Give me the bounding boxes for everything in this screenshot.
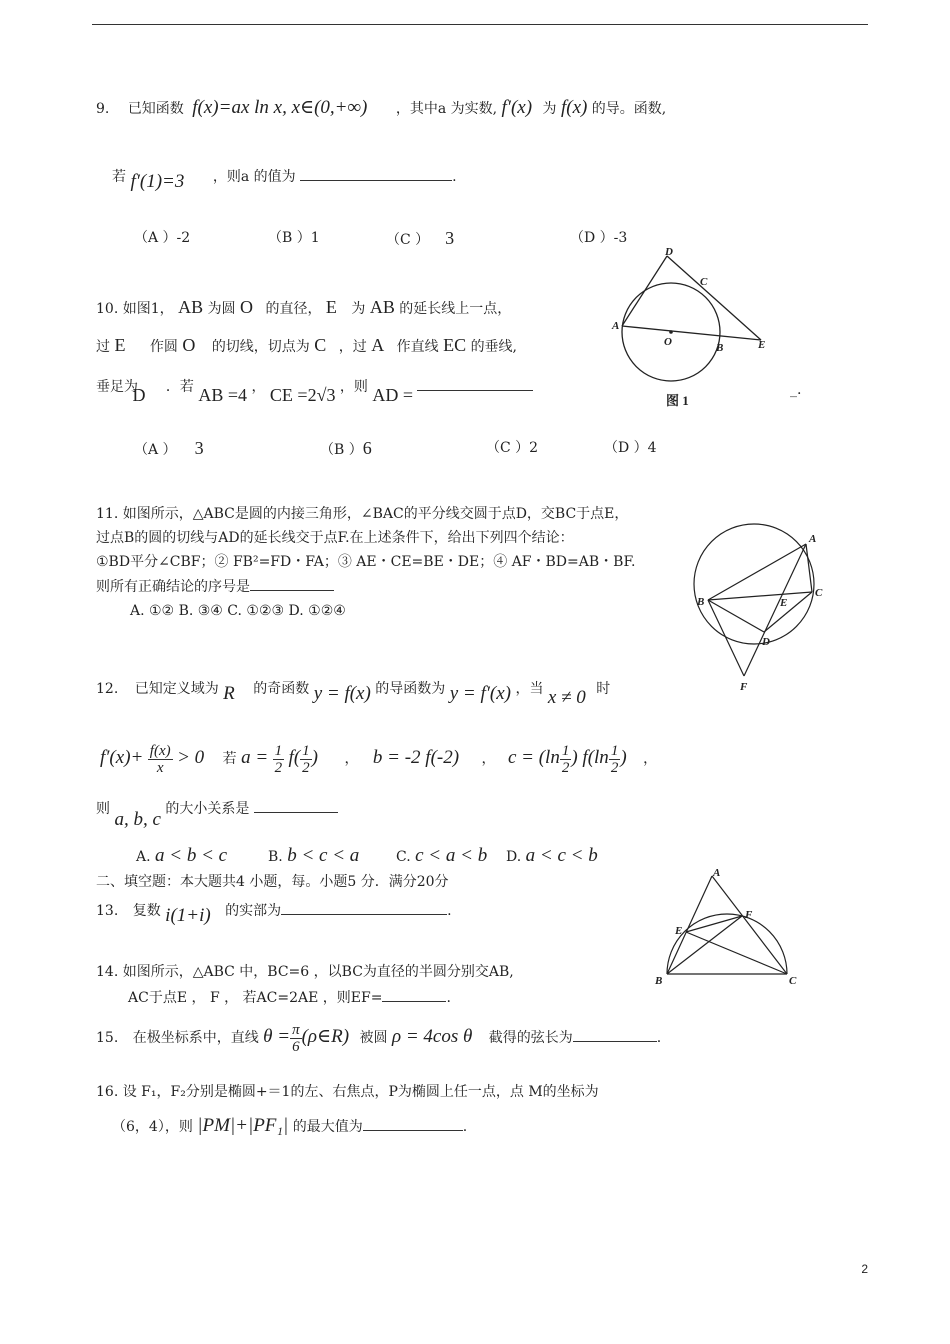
q10-text: 过 <box>96 339 110 355</box>
q12-answer-blank[interactable] <box>254 798 338 813</box>
q12-frac-fx-over-x <box>148 743 173 776</box>
q12-text: ，当 <box>515 681 544 697</box>
q12-text: 的导函数为 <box>375 681 446 697</box>
fig1-label-b: B <box>716 342 724 354</box>
fig14-label-e: E <box>675 925 683 937</box>
q9-option-b-label: （B ）1 <box>268 230 320 246</box>
q12-math-abc: a, b, c <box>114 809 161 830</box>
fig11-line-bc <box>708 592 812 600</box>
q10-option-b-value: 6 <box>362 438 372 458</box>
q13-period: . <box>447 903 452 919</box>
q12-option-c <box>396 846 487 867</box>
fig11-label-d: D <box>762 636 770 648</box>
q10-math-o: O <box>240 297 254 317</box>
q12-frac-num: 1 <box>610 742 619 759</box>
header-rule <box>92 24 868 25</box>
fig11-line-bd <box>708 600 764 632</box>
q12-option-d <box>506 846 598 867</box>
q10-text: 如图1， <box>122 301 174 317</box>
q11-text: 过点B的圆的切线与AD的延长线交于点F.在上述条件下，给出下列四个结论： <box>96 530 574 546</box>
q12-frac-half <box>300 743 312 776</box>
q9-text: 为 <box>542 101 557 117</box>
q10-text: ，过 <box>338 339 367 355</box>
q13-answer-blank[interactable] <box>281 900 447 915</box>
q12-option-a <box>136 846 227 867</box>
q15-number: 15. <box>96 1030 119 1046</box>
q12-frac-half <box>560 743 572 776</box>
q10-text: ， <box>251 379 266 395</box>
fig14-line-ec <box>686 932 787 974</box>
q11-line4 <box>96 576 334 597</box>
q10-text: 为圆 <box>207 301 236 317</box>
q11-text: 则所有正确结论的序号是 <box>96 579 250 595</box>
q9-option-b <box>268 228 320 248</box>
fig11-label-f: F <box>740 681 748 693</box>
q9-number: 9. <box>96 101 110 117</box>
q12-frac-num: 1 <box>302 742 310 759</box>
q14-period: . <box>446 990 451 1006</box>
fig1-line-de <box>667 256 761 340</box>
q12-math-r: R <box>223 683 235 704</box>
q15-frac-den: 6 <box>292 1038 300 1055</box>
fig11-line-ac <box>806 544 812 592</box>
q15-math-domain: (ρ∈R) <box>301 1026 350 1047</box>
q15-answer-blank[interactable] <box>573 1027 657 1042</box>
q14-text: 14. 如图所示，△ABC 中，BC=6 ，以BC为直径的半圆分别交AB, <box>96 964 514 980</box>
fig11-label-b: B <box>697 596 705 608</box>
q16-period: . <box>462 1119 468 1135</box>
q12-option-d-expr: a < c < b <box>525 845 598 866</box>
q12-text: 的大小关系是 <box>165 801 250 817</box>
q12-frac-half <box>273 743 285 776</box>
q10-line3-end <box>790 380 801 400</box>
q9-condition-expr: f′(1)=3 <box>130 171 185 192</box>
q12-expr-ineq-right: > 0 <box>177 747 205 768</box>
q12-frac-half <box>609 743 621 776</box>
fig1-line-ae <box>622 326 761 340</box>
q12-frac-den: 2 <box>561 759 570 776</box>
q15-text: 被圆 <box>359 1030 388 1046</box>
q9-option-c-value: 3 <box>445 228 455 248</box>
q10-text: ．若 <box>165 379 194 395</box>
q9-text: 若 <box>112 169 126 185</box>
fig11-line-bf <box>708 600 744 676</box>
q14-answer-blank[interactable] <box>382 987 446 1002</box>
q12-expr-a-f: f( <box>288 747 301 768</box>
q12-math-condition: x ≠ 0 <box>547 687 586 708</box>
q10-line1 <box>96 297 511 319</box>
q9-derivative-expr: f′(x) <box>501 97 533 118</box>
fig1-label-o: O <box>664 336 672 348</box>
q12-frac-num: f(x) <box>149 742 171 759</box>
q12-option-d-label: D. <box>506 849 522 865</box>
q9-text: ，其中a 为实数, <box>395 101 498 117</box>
q9-period: . <box>452 169 457 185</box>
q12-text: 若 <box>222 751 237 767</box>
figure-1 <box>610 245 790 410</box>
q12-expr-c: c = (ln <box>507 747 560 768</box>
q10-text: 的垂线, <box>470 339 518 355</box>
fig1-label-d: D <box>665 246 673 258</box>
fig1-label-e: E <box>758 339 766 351</box>
q12-option-c-expr: c < a < b <box>415 845 488 866</box>
q10-text: 为 <box>351 301 366 317</box>
q12-frac-num: 1 <box>561 742 570 759</box>
fig14-label-c: C <box>789 975 797 987</box>
q9-option-a-label: （A ）-2 <box>134 230 191 246</box>
q9-line2 <box>112 166 457 192</box>
fig14-line-ba <box>667 876 712 974</box>
q12-option-b-expr: b < c < a <box>287 845 360 866</box>
q13-math-expr: i(1+i) <box>165 905 211 926</box>
q10-math-ad: AD = <box>372 385 414 405</box>
q12-comma: ， <box>481 751 496 767</box>
fig1-line-ad <box>622 256 667 326</box>
q12-frac-den: 2 <box>610 759 619 776</box>
page-number: 2 <box>861 1262 868 1276</box>
q15-text: 截得的弦长为 <box>488 1030 573 1046</box>
q12-option-b-label: B. <box>268 849 283 865</box>
q10-text: 的延长线上一点， <box>399 301 512 317</box>
q13-number: 13. <box>96 903 119 919</box>
q12-frac-den: 2 <box>302 759 310 776</box>
q10-option-b-label: （B ） <box>320 442 363 458</box>
figure-q11 <box>692 514 832 696</box>
q15-line <box>96 1016 661 1059</box>
q11-line3 <box>96 552 635 572</box>
q12-expr-b: b = -2 f(-2) <box>372 747 460 768</box>
q10-math-e: E <box>325 297 337 317</box>
fig1-label-c: C <box>700 276 708 288</box>
q12-option-a-expr: a < b < c <box>155 845 228 866</box>
q10-option-a <box>134 438 204 460</box>
section-2-heading <box>96 872 449 892</box>
q12-text: 已知定义域为 <box>134 681 219 697</box>
fig11-line-dc <box>764 592 812 632</box>
q10-text: 作圆 <box>149 339 178 355</box>
q12-line1 <box>96 678 611 708</box>
q12-line3 <box>96 798 338 830</box>
q10-line3 <box>96 375 533 405</box>
q9-answer-blank[interactable] <box>300 166 452 181</box>
fig14-label-f: F <box>745 909 753 921</box>
q12-frac-num: 1 <box>274 742 283 759</box>
q10-option-a-label: （A ） <box>134 442 177 458</box>
q10-text: _. <box>790 382 802 398</box>
fig1-label-a: A <box>612 320 620 332</box>
section-2-text: 二、填空题：本大题共4 小题，每。小题5 分．满分20分 <box>96 874 449 890</box>
fig11-label-c: C <box>815 587 823 599</box>
q10-math-ec: EC <box>443 335 467 355</box>
fig11-label-a: A <box>809 533 817 545</box>
q12-option-c-label: C. <box>396 849 411 865</box>
q10-text: 的切线，切点为 <box>211 339 310 355</box>
q16-text: 16. 设 F₁，F₂分别是椭圆+＝1的左、右焦点，P为椭圆上任一点，点 M的坐标为 <box>96 1084 599 1100</box>
q9-option-a <box>134 228 190 248</box>
q11-text: ①BD平分∠CBF；② FB²=FD・FA；③ AE・CE=BE・DE；④ AF・BD=AB・BF. <box>96 554 636 570</box>
q12-expr-a: a = <box>241 747 269 768</box>
q16-answer-blank[interactable] <box>363 1116 463 1131</box>
q9-option-d-label: （D ）-3 <box>570 230 628 246</box>
fig14-label-b: B <box>655 975 663 987</box>
q10-option-d <box>604 438 657 458</box>
q12-comma: ， <box>344 751 359 767</box>
q15-frac-pi-6 <box>290 1022 302 1055</box>
q9-option-c <box>386 228 454 250</box>
q9-fx-expr: f(x) <box>560 97 588 118</box>
fig1-caption: 图 1 <box>666 393 689 408</box>
q9-function-expr: f(x)=ax ln x, x∈(0,+∞) <box>192 97 368 118</box>
q10-math-ab2: AB <box>369 297 395 317</box>
q15-text: 在极坐标系中，直线 <box>132 1030 259 1046</box>
q12-frac-den: x <box>156 759 164 776</box>
q10-option-b <box>320 438 372 460</box>
q9-text: 的导。函数, <box>591 101 667 117</box>
q13-text: 的实部为 <box>225 903 282 919</box>
q10-text: 垂足为 <box>96 379 138 395</box>
q16-text: （6，4），则 <box>112 1119 193 1135</box>
q10-line2 <box>96 335 517 357</box>
q12-number: 12. <box>96 681 119 697</box>
q10-option-c <box>486 438 538 458</box>
q12-option-a-label: A. <box>136 849 151 865</box>
q10-text: ，则 <box>339 379 368 395</box>
q12-expr-c-close: ) <box>620 747 627 768</box>
fig11-line-af <box>744 544 806 676</box>
q10-math-ab-value: AB =4 <box>198 385 248 405</box>
fig14-label-a: A <box>713 867 721 879</box>
q10-math-ce-value: CE =2√3 <box>269 385 336 405</box>
q12-text: 则 <box>96 801 110 817</box>
q13-line <box>96 900 452 926</box>
q10-option-c-label: （C ）2 <box>486 440 539 456</box>
q12-comma: ， <box>643 751 658 767</box>
q10-option-d-label: （D ）4 <box>604 440 657 456</box>
q9-text: ，则a 的值为 <box>212 169 296 185</box>
q10-text: 的直径， <box>265 301 322 317</box>
q10-math-o: O <box>182 335 196 355</box>
q12-frac-den: 2 <box>274 759 283 776</box>
q11-options-text: A. ①② B. ③④ C. ①②③ D. ①②④ <box>130 603 346 619</box>
q12-line2 <box>100 734 657 783</box>
q12-expr-a-close: ) <box>311 747 318 768</box>
q10-text: 作直线 <box>396 339 439 355</box>
q11-line2 <box>96 528 574 548</box>
q9-line1 <box>96 98 666 119</box>
q10-answer-blank[interactable] <box>417 376 533 391</box>
fig11-label-e: E <box>780 597 788 609</box>
q9-text: 已知函数 <box>127 101 184 117</box>
figure-q14 <box>650 866 800 992</box>
q11-options <box>130 601 346 621</box>
q14-line2 <box>128 987 451 1008</box>
q12-text: 的奇函数 <box>253 681 310 697</box>
q10-math-c: C <box>314 335 327 355</box>
q13-text: 复数 <box>132 903 161 919</box>
fig14-semicircle <box>667 914 787 974</box>
q10-option-a-value: 3 <box>194 438 204 458</box>
q10-math-e: E <box>114 335 126 355</box>
q12-expr-c-mid: ) f(ln <box>571 747 609 768</box>
q10-math-ab: AB <box>178 297 204 317</box>
fig11-line-ab <box>708 544 806 600</box>
q15-math-theta: θ = <box>263 1026 291 1047</box>
fig14-line-ac <box>712 876 787 974</box>
q12-text: 时 <box>596 681 611 697</box>
q16-line1 <box>96 1082 599 1102</box>
q12-math-derivative: y = f′(x) <box>449 683 511 704</box>
q16-math-expr: |PM|+|PF₁| <box>197 1115 289 1136</box>
q14-text: AC于点E ， F ， 若AC=2AE ，则EF= <box>128 990 383 1006</box>
q11-answer-blank[interactable] <box>250 576 334 591</box>
q12-expr-ineq-left: f′(x)+ <box>100 747 144 768</box>
q12-option-b <box>268 846 359 867</box>
q14-line1 <box>96 962 514 982</box>
q10-math-a: A <box>371 335 385 355</box>
q15-frac-num: π <box>292 1021 300 1038</box>
q16-text: 的最大值为 <box>292 1119 363 1135</box>
q11-line1 <box>96 504 628 524</box>
q10-number: 10. <box>96 301 119 317</box>
q16-line2 <box>112 1116 467 1137</box>
q9-option-c-label: （C ） <box>386 232 430 248</box>
q15-math-circle: ρ = 4cos θ <box>391 1026 473 1047</box>
q12-math-y-fx: y = f(x) <box>313 683 371 704</box>
q11-text: 11. 如图所示，△ABC是圆的内接三角形，∠BAC的平分线交圆于点D，交BC于点E， <box>96 506 629 522</box>
q15-period: . <box>656 1030 662 1046</box>
fig1-center-point <box>669 330 673 334</box>
q10-math-d: D <box>132 385 146 405</box>
